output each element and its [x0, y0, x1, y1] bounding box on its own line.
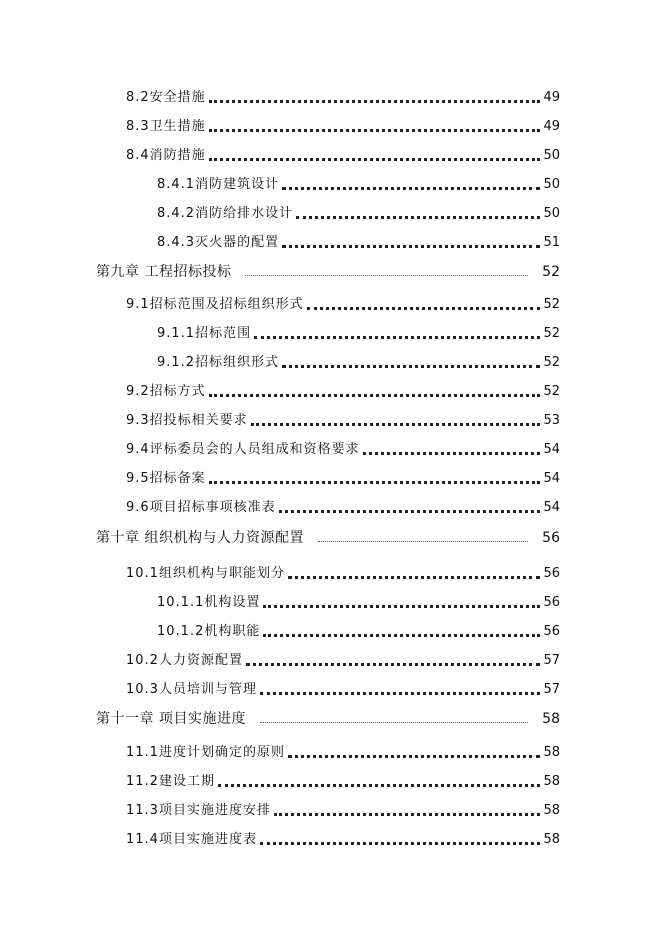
toc-entry[interactable] — [126, 113, 560, 135]
dot-leader — [279, 510, 541, 513]
toc-page-number: 52 — [542, 264, 560, 280]
toc-page-number: 51 — [543, 235, 560, 250]
toc-entry[interactable] — [126, 465, 560, 487]
toc-entry-title: 10.1组织机构与职能划分 — [126, 566, 285, 581]
dot-leader — [282, 245, 540, 248]
dot-leader — [209, 100, 541, 103]
toc-page-number: 50 — [543, 177, 560, 192]
toc-entry-title: 9.6项目招标事项核准表 — [126, 500, 276, 515]
toc-entry[interactable] — [157, 200, 560, 222]
toc-entry[interactable] — [126, 676, 560, 698]
toc-entry[interactable] — [126, 291, 560, 313]
toc-entry[interactable] — [126, 142, 560, 164]
toc-page-number: 56 — [543, 624, 560, 639]
dot-leader — [209, 129, 541, 132]
toc-entry-title: 10.2人力资源配置 — [126, 653, 243, 668]
toc-entry[interactable] — [126, 739, 560, 761]
toc-entry-title: 9.3招投标相关要求 — [126, 413, 248, 428]
dot-leader — [263, 605, 540, 608]
toc-page-number: 56 — [543, 566, 560, 581]
toc-entry-title: 8.4.1消防建筑设计 — [157, 177, 280, 192]
toc-page-number: 54 — [543, 442, 560, 457]
dot-leader — [209, 158, 541, 161]
toc-page-number: 58 — [543, 803, 560, 818]
toc-entry[interactable] — [157, 320, 560, 342]
dot-leader — [296, 216, 540, 219]
dot-leader — [245, 275, 528, 276]
toc-entry-title: 9.1.2招标组织形式 — [157, 355, 280, 370]
dot-leader — [246, 663, 541, 666]
toc-entry-title: 9.1.1招标范围 — [157, 326, 252, 341]
toc-chapter-entry[interactable] — [96, 258, 560, 280]
toc-entry[interactable] — [126, 826, 560, 848]
toc-page-number: 58 — [543, 774, 560, 789]
toc-page-number: 57 — [543, 653, 560, 668]
toc-entry-title: 10.1.2机构职能 — [157, 624, 261, 639]
toc-page-number: 58 — [543, 745, 560, 760]
toc-page-number: 52 — [543, 355, 560, 370]
toc-entry-title: 8.3卫生措施 — [126, 119, 206, 134]
toc-entry[interactable] — [157, 589, 560, 611]
toc-entry-title: 9.1招标范围及招标组织形式 — [126, 297, 304, 312]
toc-entry-title: 10.1.1机构设置 — [157, 595, 261, 610]
dot-leader — [209, 481, 541, 484]
toc-page-number: 49 — [543, 119, 560, 134]
toc-page-number: 57 — [543, 682, 560, 697]
toc-entry-title: 11.4项目实施进度表 — [126, 832, 257, 847]
toc-page-number: 52 — [543, 297, 560, 312]
toc-entry-title: 11.1进度计划确定的原则 — [126, 745, 285, 760]
dot-leader — [282, 365, 540, 368]
dot-leader — [288, 576, 541, 579]
toc-page-number: 50 — [543, 148, 560, 163]
toc-entry[interactable] — [126, 407, 560, 429]
toc-page-number: 54 — [543, 471, 560, 486]
toc-entry[interactable] — [126, 647, 560, 669]
dot-leader — [260, 842, 541, 845]
toc-chapter-entry[interactable] — [96, 705, 560, 727]
toc-page-number: 58 — [542, 711, 560, 727]
toc-entry-title: 10.3人员培训与管理 — [126, 682, 257, 697]
toc-entry[interactable] — [157, 618, 560, 640]
toc-entry-title: 9.2招标方式 — [126, 384, 206, 399]
dot-leader — [274, 813, 541, 816]
dot-leader — [251, 423, 541, 426]
toc-entry-title: 第十章 组织机构与人力资源配置 — [96, 530, 304, 546]
dot-leader — [318, 541, 528, 542]
toc-entry-title: 8.4.2消防给排水设计 — [157, 206, 294, 221]
toc-page-number: 52 — [543, 326, 560, 341]
toc-entry[interactable] — [157, 349, 560, 371]
dot-leader — [254, 336, 540, 339]
toc-entry-title: 8.4消防措施 — [126, 148, 206, 163]
toc-page-number: 54 — [543, 500, 560, 515]
toc-entry[interactable] — [126, 436, 560, 458]
toc-entry-title: 8.4.3灭火器的配置 — [157, 235, 280, 250]
dot-leader — [363, 452, 541, 455]
toc-page-number: 50 — [543, 206, 560, 221]
toc-entry-title: 11.3项目实施进度安排 — [126, 803, 271, 818]
toc-page-number: 58 — [543, 832, 560, 847]
toc-entry-title: 8.2安全措施 — [126, 90, 206, 105]
toc-entry[interactable] — [126, 797, 560, 819]
toc-entry[interactable] — [157, 229, 560, 251]
toc-page-number: 56 — [542, 530, 560, 546]
dot-leader — [288, 755, 541, 758]
toc-entry[interactable] — [157, 171, 560, 193]
toc-entry-title: 第九章 工程招标投标 — [96, 264, 232, 280]
toc-page-number: 53 — [543, 413, 560, 428]
toc-entry-title: 第十一章 项目实施进度 — [96, 711, 246, 727]
toc-entry[interactable] — [126, 494, 560, 516]
toc-entry[interactable] — [126, 84, 560, 106]
dot-leader — [282, 187, 540, 190]
toc-entry[interactable] — [126, 768, 560, 790]
toc-page-number: 56 — [543, 595, 560, 610]
dot-leader — [307, 307, 541, 310]
toc-entry[interactable] — [126, 560, 560, 582]
toc-page-number: 49 — [543, 90, 560, 105]
toc-entry-title: 9.4评标委员会的人员组成和资格要求 — [126, 442, 360, 457]
dot-leader — [260, 692, 541, 695]
toc-page-number: 52 — [543, 384, 560, 399]
dot-leader — [218, 784, 541, 787]
dot-leader — [263, 634, 540, 637]
toc-entry-title: 11.2建设工期 — [126, 774, 215, 789]
toc-entry-title: 9.5招标备案 — [126, 471, 206, 486]
toc-chapter-entry[interactable] — [96, 524, 560, 546]
dot-leader — [260, 722, 528, 723]
dot-leader — [209, 394, 541, 397]
toc-entry[interactable] — [126, 378, 560, 400]
